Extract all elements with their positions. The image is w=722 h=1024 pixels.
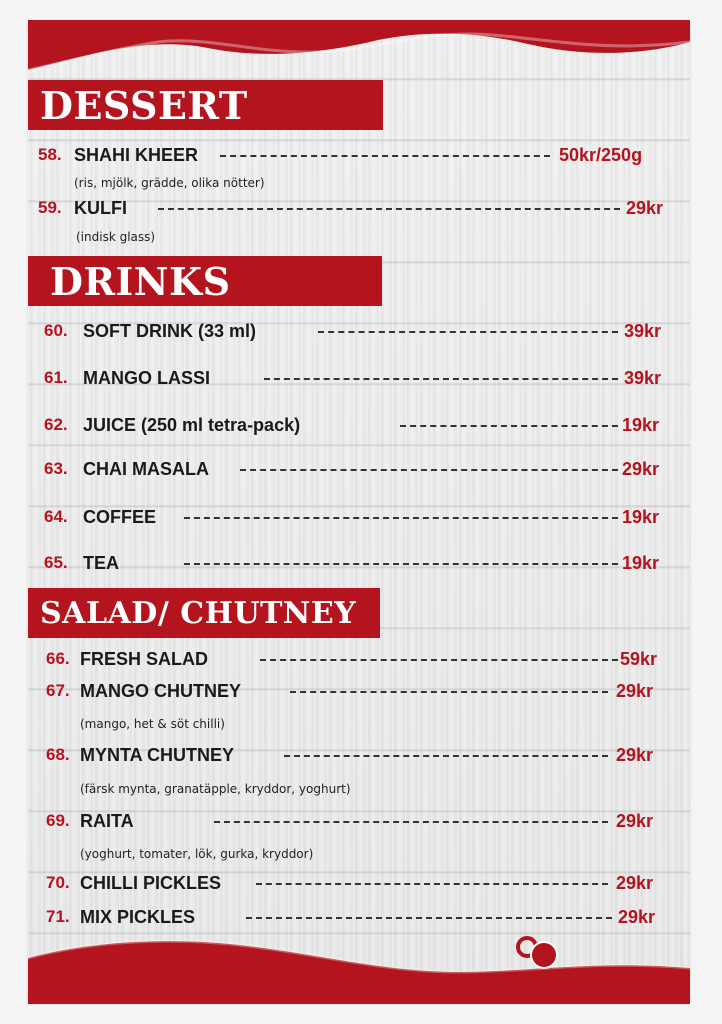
item-number: 64.: [44, 507, 68, 526]
item-price: 29kr: [616, 811, 654, 831]
section-title-drinks: DRINKS: [50, 259, 231, 304]
item-number: 62.: [44, 415, 68, 434]
item-name: SOFT DRINK (33 ml): [83, 321, 257, 341]
menu-item-70: [28, 868, 690, 898]
item-price: 19kr: [622, 553, 660, 573]
item-name: RAITA: [80, 811, 134, 831]
item-number: 61.: [44, 368, 68, 387]
dotted-leader: [260, 659, 618, 661]
section-title-dessert: DESSERT: [40, 83, 248, 128]
item-price: 39kr: [624, 368, 662, 388]
item-description: (mango, het & söt chilli): [80, 717, 225, 731]
dotted-leader: [184, 563, 618, 565]
dotted-leader: [290, 691, 608, 693]
section-banner-dessert: [28, 80, 383, 130]
menu-item-67: [28, 676, 690, 706]
menu-item-61: [28, 363, 690, 393]
item-price: 19kr: [622, 415, 660, 435]
item-description: (färsk mynta, granatäpple, kryddor, yoghurt): [80, 782, 351, 796]
dotted-leader: [246, 917, 612, 919]
menu-item-60: [28, 316, 690, 346]
item-number: 60.: [44, 321, 68, 340]
section-banner-drinks: [28, 256, 382, 306]
item-number: 58.: [38, 145, 62, 164]
item-number: 71.: [46, 907, 70, 926]
item-number: 65.: [44, 553, 68, 572]
item-name: MANGO CHUTNEY: [80, 681, 241, 701]
menu-item-68: [28, 740, 690, 770]
item-price: 29kr: [622, 459, 660, 479]
dotted-leader: [240, 469, 618, 471]
section-banner-salad-chutney: [28, 588, 380, 638]
item-description: (yoghurt, tomater, lök, gurka, kryddor): [80, 847, 314, 861]
item-price: 39kr: [624, 321, 662, 341]
item-name: MYNTA CHUTNEY: [80, 745, 234, 765]
item-price: 29kr: [626, 198, 664, 218]
dotted-leader: [214, 821, 608, 823]
item-number: 70.: [46, 873, 70, 892]
item-name: KULFI: [74, 198, 127, 218]
item-price: 59kr: [620, 649, 658, 669]
dotted-leader: [284, 755, 608, 757]
dotted-leader: [256, 883, 608, 885]
item-name: CHILLI PICKLES: [80, 873, 222, 893]
section-title-salad-chutney: SALAD/ CHUTNEY: [40, 596, 357, 631]
item-price: 29kr: [616, 873, 654, 893]
item-name: MANGO LASSI: [83, 368, 211, 388]
item-price: 29kr: [616, 745, 654, 765]
item-number: 59.: [38, 198, 62, 217]
menu-item-71: [28, 902, 690, 932]
item-number: 69.: [46, 811, 70, 830]
dotted-leader: [158, 208, 620, 210]
item-description: (indisk glass): [76, 230, 156, 244]
item-name: TEA: [83, 553, 119, 573]
item-number: 68.: [46, 745, 70, 764]
item-name: FRESH SALAD: [80, 649, 209, 669]
menu-page: [28, 20, 690, 1004]
item-name: JUICE (250 ml tetra-pack): [83, 415, 301, 435]
dotted-leader: [220, 155, 550, 157]
item-name: COFFEE: [83, 507, 157, 527]
item-number: 63.: [44, 459, 68, 478]
dotted-leader: [184, 517, 618, 519]
menu-item-63: [28, 454, 690, 484]
top-wave-decoration: [28, 20, 690, 82]
item-number: 67.: [46, 681, 70, 700]
item-description: (ris, mjölk, grädde, olika nötter): [74, 176, 265, 190]
menu-item-69: [28, 806, 690, 836]
item-name: MIX PICKLES: [80, 907, 196, 927]
item-price: 29kr: [616, 681, 654, 701]
dotted-leader: [400, 425, 618, 427]
menu-item-58: [28, 140, 690, 170]
item-price: 19kr: [622, 507, 660, 527]
item-price: 29kr: [618, 907, 656, 927]
menu-item-65: [28, 548, 690, 578]
dotted-leader: [264, 378, 618, 380]
menu-item-64: [28, 502, 690, 532]
bottom-wave-decoration: [28, 932, 690, 1004]
dotted-leader: [318, 331, 618, 333]
item-name: SHAHI KHEER: [74, 145, 199, 165]
item-name: CHAI MASALA: [83, 459, 209, 479]
menu-item-62: [28, 410, 690, 440]
item-price: 50kr/250g: [559, 145, 643, 165]
restaurant-logo-icon: [514, 932, 560, 972]
menu-item-66: [28, 644, 690, 674]
item-number: 66.: [46, 649, 70, 668]
menu-item-59: [28, 193, 690, 223]
